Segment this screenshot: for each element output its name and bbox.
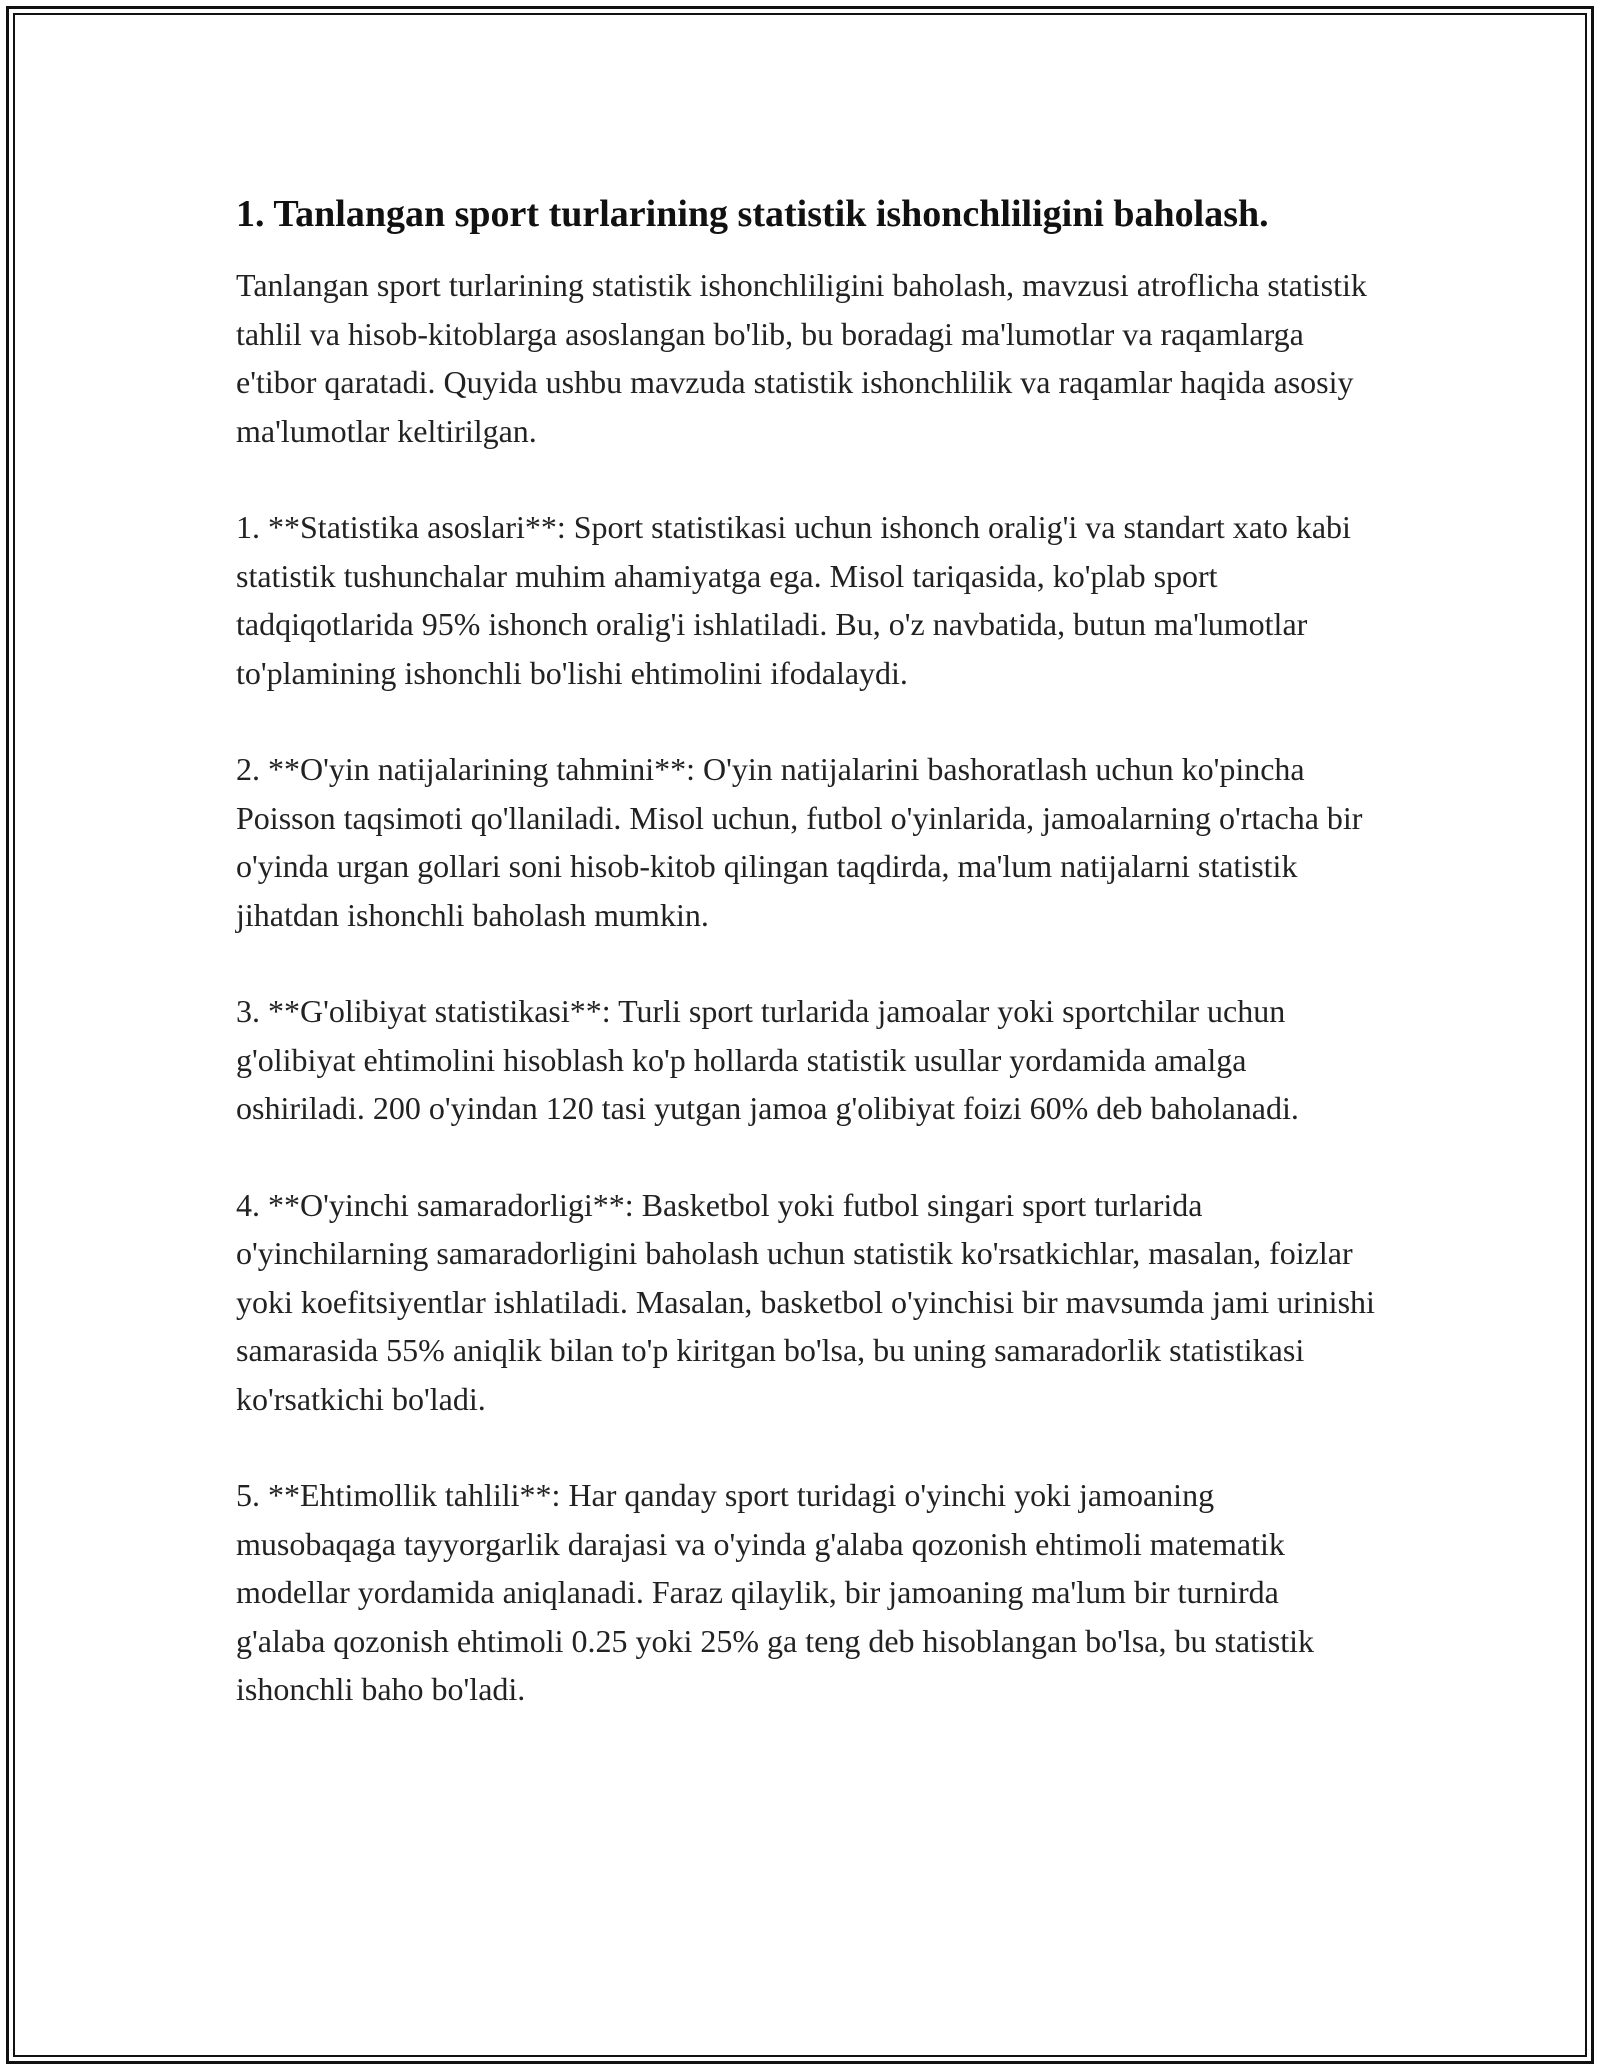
list-item-ehtimollik-tahlili: 5. **Ehtimollik tahlili**: Har qanday sport turidagi o'yinchi yoki jamoaning musobaqaga tayyorgarlik darajasi va o'yinda g'alaba qozonish ehtimoli matematik modellar yordamida aniqlanadi. Faraz qilaylik, bir jamoaning ma'lum bir turnirda g'alaba qozonish ehtimoli 0.25 yoki 25% ga teng deb hisoblangan bo'lsa, bu statistik ishonchli baho bo'ladi. [236,1477,1315,1707]
list-item-statistika-asoslari: 1. **Statistika asoslari**: Sport statistikasi uchun ishonch oralig'i va standart xato kabi statistik tushunchalar muhim ahamiyatga ega. Misol tariqasida, ko'plab sport tadqiqotlarida 95% ishonch oralig'i ishlatiladi. Bu, o'z navbatida, butun ma'lumotlar to'plamining ishonchli bo'lishi ehtimolini ifodalaydi. [236,509,1351,691]
document-body [236,188,1376,1714]
document-title: 1. Tanlangan sport turlarining statistik ishonchliligini baholash. [236,193,1269,235]
list-item-oyin-natijalari: 2. **O'yin natijalarining tahmini**: O'yin natijalarini bashoratlash uchun ko'pincha Poisson taqsimoti qo'llaniladi. Misol uchun, futbol o'yinlarida, jamoalarning o'rtacha bir o'yinda urgan gollari soni hisob-kitob qilingan taqdirda, ma'lum natijalarni statistik jihatdan ishonchli baholash mumkin. [236,751,1363,933]
list-item-golibiyat-statistikasi: 3. **G'olibiyat statistikasi**: Turli sport turlarida jamoalar yoki sportchilar uchun g'olibiyat ehtimolini hisoblash ko'p hollarda statistik usullar yordamida amalga oshiriladi. 200 o'yindan 120 tasi yutgan jamoa g'olibiyat foizi 60% deb baholanadi. [236,993,1299,1126]
intro-paragraph: Tanlangan sport turlarining statistik ishonchliligini baholash, mavzusi atroflicha statistik tahlil va hisob-kitoblarga asoslangan bo'lib, bu boradagi ma'lumotlar va raqamlarga e'tibor qaratadi. Quyida ushbu mavzuda statistik ishonchlilik va raqamlar haqida asosiy ma'lumotlar keltirilgan. [236,267,1367,449]
list-item-oyinchi-samaradorligi: 4. **O'yinchi samaradorligi**: Basketbol yoki futbol singari sport turlarida o'yinchilarning samaradorligini baholash uchun statistik ko'rsatkichlar, masalan, foizlar yoki koefitsiyentlar ishlatiladi. Masalan, basketbol o'yinchisi bir mavsumda jami urinishi samarasida 55% aniqlik bilan to'p kiritgan bo'lsa, bu uning samaradorlik statistikasi ko'rsatkichi bo'ladi. [236,1186,1375,1417]
